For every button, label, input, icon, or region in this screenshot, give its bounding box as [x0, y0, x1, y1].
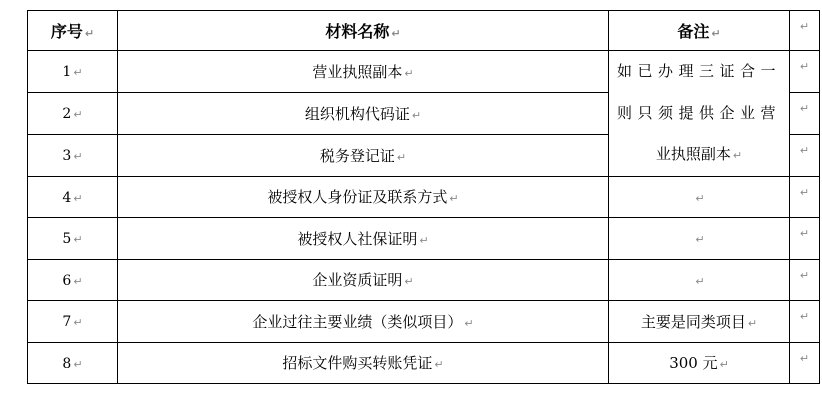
- paragraph-mark-icon: ↵: [464, 316, 474, 330]
- row-no-cell: [28, 92, 118, 134]
- row-number: 6: [62, 272, 72, 289]
- row-no-cell: [28, 176, 118, 218]
- table-header-row: [28, 11, 820, 51]
- header-remark-label: 备注: [677, 22, 710, 41]
- paragraph-mark-icon: ↵: [396, 150, 407, 164]
- paragraph-mark-icon: ↵: [747, 316, 758, 330]
- material-name: 组织机构代码证: [304, 104, 410, 123]
- merged-remark-line: [609, 134, 789, 176]
- row-end-cell: [790, 342, 820, 384]
- header-no-label: 序号: [50, 22, 83, 41]
- material-name-cell: [118, 134, 609, 176]
- paragraph-mark-icon: ↵: [73, 108, 83, 122]
- table-row: [28, 301, 820, 343]
- row-end-cell: [790, 134, 820, 176]
- material-name: 税务登记证: [319, 146, 395, 165]
- row-end-mark-icon: ↵: [799, 227, 810, 241]
- paragraph-mark-icon: ↵: [73, 150, 83, 164]
- row-end-mark-icon: ↵: [799, 185, 810, 199]
- paragraph-mark-icon: ↵: [434, 358, 444, 372]
- merged-remark-text: 业执照副本: [655, 145, 731, 163]
- row-number: 5: [62, 231, 72, 248]
- paragraph-mark-icon: ↵: [732, 149, 743, 162]
- remark-text: 300 元: [669, 354, 718, 373]
- row-no-cell: [28, 218, 118, 260]
- material-name-cell: [118, 342, 609, 384]
- row-number: 8: [62, 355, 72, 372]
- paragraph-mark-icon: ↵: [719, 358, 729, 372]
- row-number: 2: [62, 106, 72, 123]
- material-name-cell: [118, 176, 609, 218]
- row-number: 3: [62, 148, 72, 165]
- row-end-mark-icon: ↵: [799, 144, 810, 158]
- row-end-cell: [790, 176, 820, 218]
- row-end-cell: [790, 218, 820, 260]
- material-name-cell: [118, 51, 609, 93]
- material-name-cell: [118, 218, 609, 260]
- material-name: 被授权人社保证明: [297, 229, 418, 248]
- material-name-cell: [118, 259, 609, 301]
- remark-cell: [609, 259, 790, 301]
- remark-cell: [609, 218, 790, 260]
- row-end-mark-icon: ↵: [799, 102, 810, 116]
- row-no-cell: [28, 342, 118, 384]
- paragraph-mark-icon: ↵: [419, 233, 429, 247]
- materials-table: [27, 10, 820, 384]
- material-name-cell: [118, 301, 609, 343]
- header-cell-name: [118, 11, 609, 51]
- paragraph-mark-icon: ↵: [84, 27, 95, 40]
- row-no-cell: [28, 259, 118, 301]
- header-cell-no: [28, 11, 118, 51]
- row-no-cell: [28, 134, 118, 176]
- merged-remark-line: 则只须提供企业营: [616, 103, 781, 122]
- row-end-mark-icon: ↵: [799, 351, 810, 365]
- row-number: 1: [62, 64, 72, 81]
- material-name: 招标文件购买转账凭证: [282, 354, 433, 373]
- row-end-mark-icon: ↵: [799, 310, 810, 324]
- row-end-cell: [790, 92, 820, 134]
- row-end-cell: [790, 259, 820, 301]
- row-number: 7: [62, 314, 72, 331]
- row-end-cell: [790, 301, 820, 343]
- material-name: 被授权人身份证及联系方式: [267, 188, 448, 207]
- table-row: [28, 51, 820, 93]
- table-row: [28, 259, 820, 301]
- remark-cell: [609, 176, 790, 218]
- paragraph-mark-icon: ↵: [391, 27, 401, 40]
- merged-remark-cell: [609, 51, 790, 177]
- paragraph-mark-icon: ↵: [404, 66, 414, 80]
- header-cell-remark: [609, 11, 790, 51]
- paragraph-mark-icon: ↵: [73, 66, 83, 80]
- remark-text: 主要是同类项目: [640, 312, 746, 331]
- table-row: [28, 218, 820, 260]
- paragraph-mark-icon: ↵: [411, 108, 422, 122]
- paragraph-mark-icon: ↵: [695, 191, 705, 205]
- row-end-mark-icon: ↵: [799, 268, 810, 282]
- paragraph-mark-icon: ↵: [73, 233, 83, 247]
- paragraph-mark-icon: ↵: [73, 357, 83, 371]
- paragraph-mark-icon: ↵: [449, 192, 459, 206]
- table-row: [28, 342, 820, 384]
- paragraph-mark-icon: ↵: [404, 275, 414, 289]
- material-name: 营业执照副本: [312, 62, 403, 81]
- row-end-cell: [790, 11, 820, 51]
- paragraph-mark-icon: ↵: [73, 274, 83, 288]
- row-no-cell: [28, 301, 118, 343]
- row-end-mark-icon: ↵: [799, 60, 810, 74]
- material-name: 企业资质证明: [312, 271, 403, 290]
- row-end-mark-icon: ↵: [799, 19, 810, 33]
- paragraph-mark-icon: ↵: [711, 27, 721, 40]
- remark-cell: [609, 301, 790, 343]
- material-name-cell: [118, 92, 609, 134]
- paragraph-mark-icon: ↵: [695, 233, 705, 247]
- header-name-label: 材料名称: [325, 22, 390, 41]
- table-row: [28, 176, 820, 218]
- paragraph-mark-icon: ↵: [73, 316, 83, 330]
- merged-remark-line: 如已办理三证合一: [616, 62, 781, 80]
- remark-cell: [609, 342, 790, 384]
- paragraph-mark-icon: ↵: [73, 191, 83, 205]
- paragraph-mark-icon: ↵: [695, 274, 705, 288]
- row-number: 4: [62, 189, 72, 206]
- material-name: 企业过往主要业绩（类似项目）: [252, 312, 463, 331]
- row-no-cell: [28, 51, 118, 93]
- row-end-cell: [790, 51, 820, 93]
